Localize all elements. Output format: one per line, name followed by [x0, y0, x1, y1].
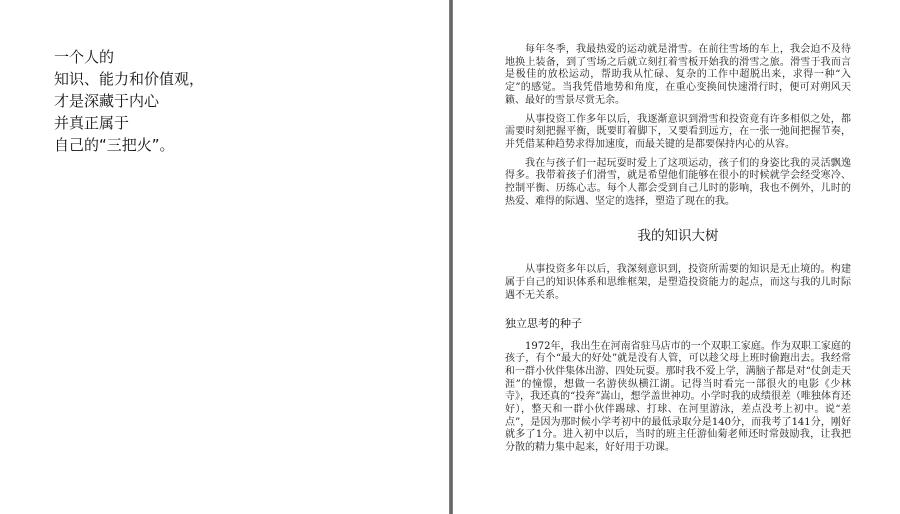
body-paragraph: 从事投资工作多年以后，我逐渐意识到滑雪和投资竟有许多相似之处，都需要时刻把握平衡，既要盯着脚下，又要看到远方，在一张一弛间把握节奏，并凭借某种趋势求得加速度，而最关键的是都要保持内心的从容。	[505, 113, 851, 150]
epigraph-line: 知识、能力和价值观，	[54, 70, 205, 88]
body-paragraph: 1972年，我出生在河南省驻马店市的一个双职工家庭。作为双职工家庭的孩子，有个“最大的好处”就是没有人管，可以趁父母上班时偷跑出去。我经常和一群小伙伴集体出游、四处玩耍。那时我不爱上学，满脑子都是对“仗剑走天涯”的憧憬，想做一名游侠纵横江湖。记得当时看完一部很火的电影《少林寺》，我还真的“投奔”嵩山，想学盖世神功。小学时我的成绩很差（唯独体育还好），整天和一群小伙伴踢球、打球、在河里游泳，差点没考上初中。说“差点”，是因为那时候小学考初中的最低录取分是140分，而我考了141分，刚好就多了1分。进入初中以后，当时的班主任游仙菊老师还时常鼓励我，让我把分散的精力集中起来，好好用于功课。	[505, 340, 851, 454]
epigraph	[54, 46, 204, 156]
epigraph-line: 并真正属于	[54, 114, 130, 132]
epigraph-line: 才是深藏于内心	[54, 92, 160, 110]
left-page	[0, 0, 449, 514]
page-content	[505, 44, 851, 461]
body-paragraph: 每年冬季，我最热爱的运动就是滑雪。在前往雪场的车上，我会迫不及待地换上装备，到了雪场之后就立刻扛着雪板开始我的滑雪之旅。滑雪于我而言是极佳的放松运动，帮助我从忙碌、复杂的工作中超脱出来，求得一种“入定”的感觉。当我凭借地势和角度，在重心变换间快速滑行时，便可对朔风天籁、最好的雪景尽赏无余。	[505, 44, 851, 106]
body-paragraph: 从事投资多年以后，我深刻意识到，投资所需要的知识是无止境的。构建属于自己的知识体系和思维框架，是塑造投资能力的起点，而这与我的儿时际遇不无关系。	[505, 264, 851, 301]
epigraph-line: 自己的“三把火”。	[54, 136, 175, 154]
body-paragraph: 我在与孩子们一起玩耍时爱上了这项运动，孩子们的身姿比我的灵活飘逸得多。我带着孩子们滑雪，就是希望他们能够在很小的时候就学会经受寒冷、控制平衡、历练心志。每个人都会受到自己儿时的影响，我也不例外，儿时的热爱、难得的际遇、坚定的选择，塑造了现在的我。	[505, 157, 851, 207]
subsection-title: 独立思考的种子	[505, 316, 582, 330]
epigraph-line: 一个人的	[54, 48, 115, 66]
section-title: 我的知识大树	[637, 228, 719, 245]
right-page	[453, 0, 900, 514]
